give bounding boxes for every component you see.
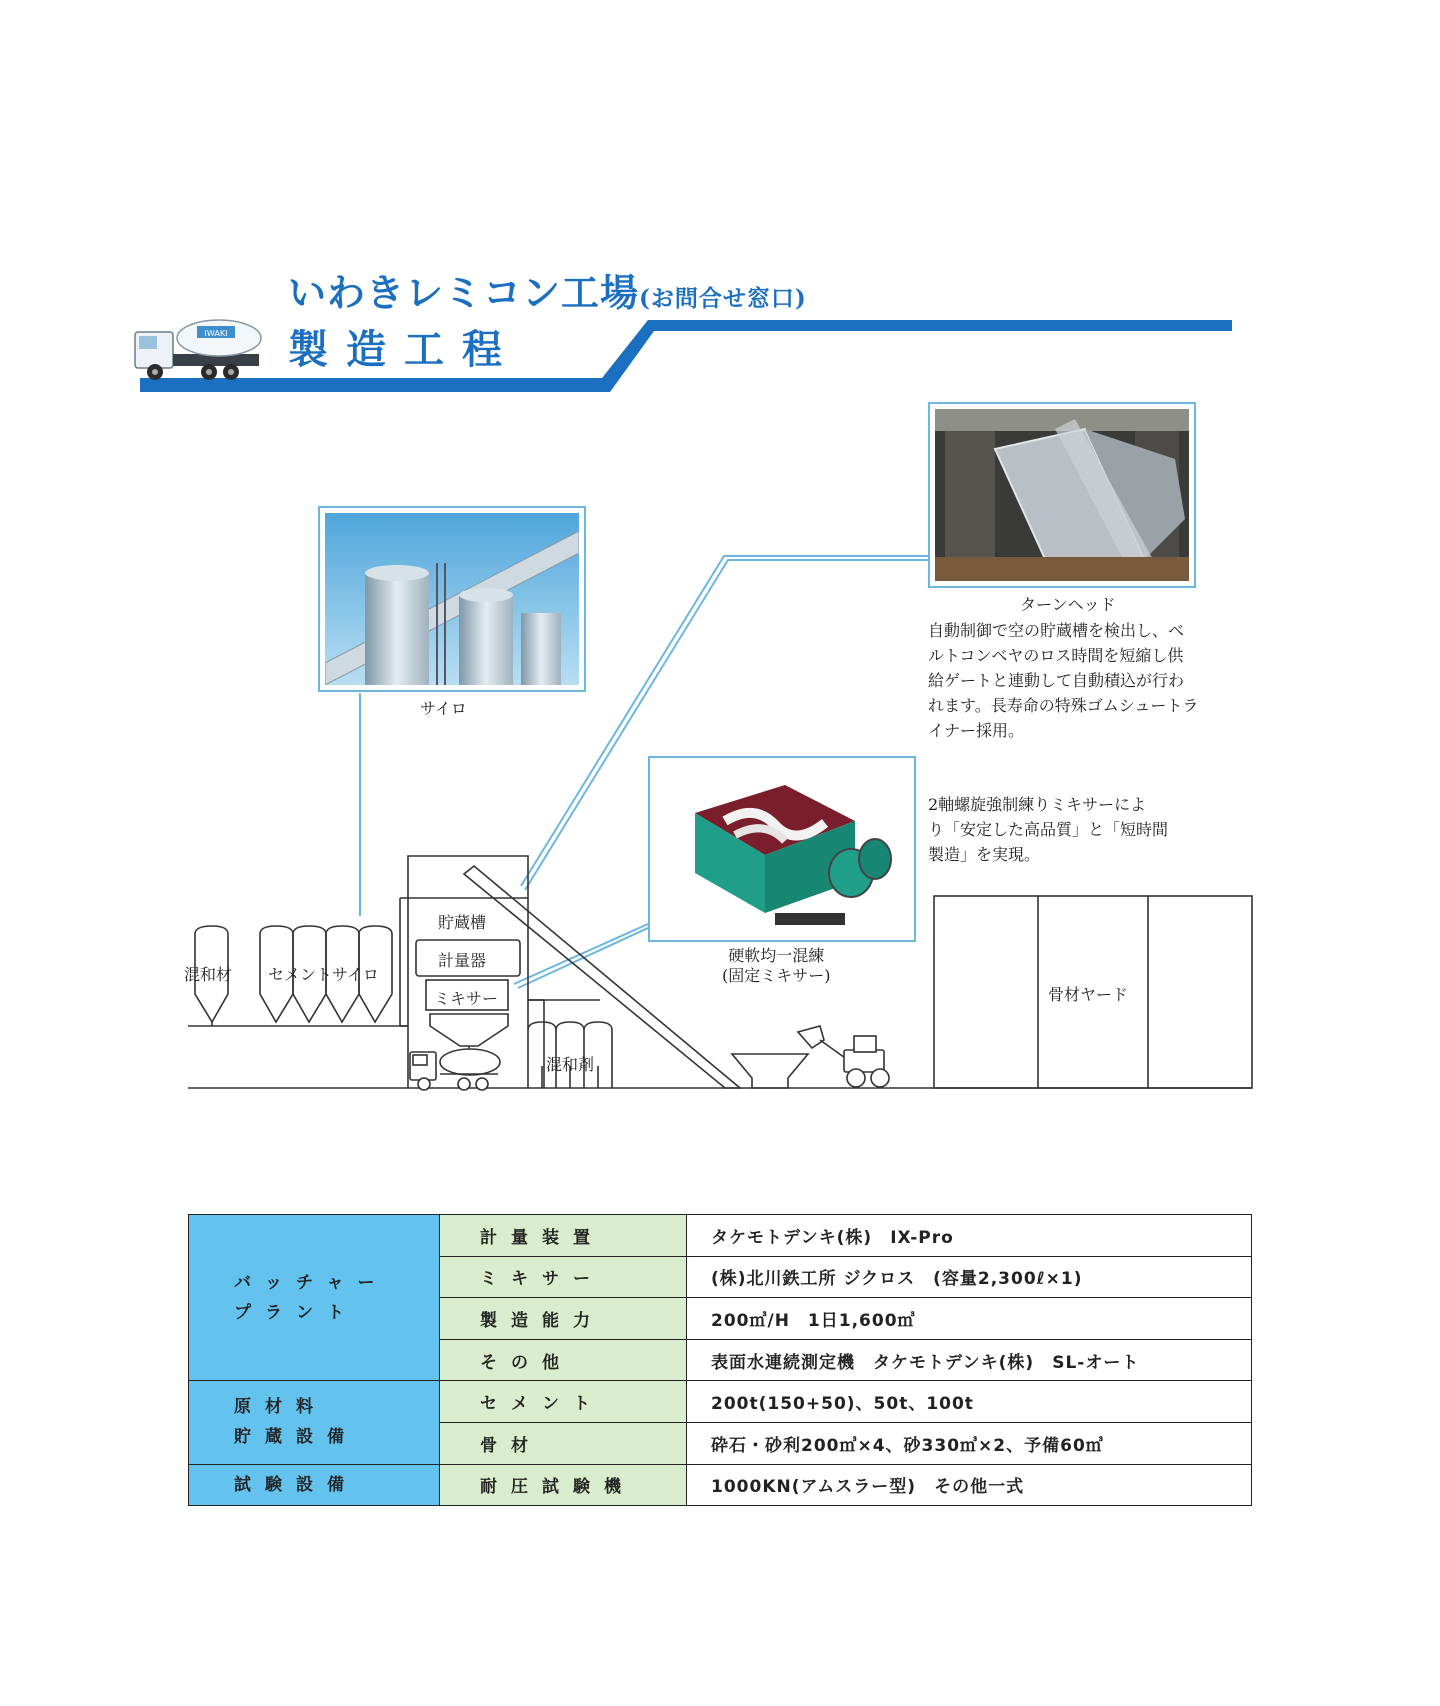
label-aggregate-yard: 骨材ヤード [1048, 985, 1129, 1004]
mixer-photo [648, 756, 916, 942]
mixer-photo-image [655, 763, 909, 935]
label-weigher: 計量器 [438, 951, 487, 970]
page-title-note: (お問合せ窓口) [639, 285, 807, 312]
receiving-hopper-shape [732, 1054, 808, 1088]
value-cell: 1000KN(アムスラー型) その他一式 [687, 1464, 1252, 1506]
turnhead-caption: ターンヘッド [1020, 595, 1116, 614]
wheel-loader-icon [798, 1026, 889, 1087]
value-cell: 表面水連続測定機 タケモトデンキ(株) SL-オート [687, 1339, 1252, 1381]
page-subtitle: 製造工程 [288, 326, 520, 373]
item-cell: 耐圧試験機 [440, 1464, 687, 1506]
table-row [189, 1215, 1252, 1257]
turnhead-description: 自動制御で空の貯蔵槽を検出し、ベ ルトコンベヤのロス時間を短縮し供 給ゲートと連動して自動積込が行わ れます。長寿命の特殊ゴムシュートラ イナー採用。 [928, 621, 1199, 740]
mixer-description: 2軸螺旋強制練りミキサーによ り「安定した高品質」と「短時間 製造」を実現。 [928, 795, 1169, 864]
value-cell: 200t(150+50)、50t、100t [687, 1381, 1252, 1423]
label-mixer: ミキサー [434, 989, 499, 1008]
mixer-caption: 硬軟均一混練 (固定ミキサー) [722, 946, 831, 985]
category-test-equipment: 試験設備 [189, 1464, 440, 1506]
value-cell: 砕石・砂利200㎥×4、砂330㎥×2、予備60㎥ [687, 1422, 1252, 1464]
turnhead-photo [928, 402, 1196, 588]
category-raw-material-storage: 原材料 貯蔵設備 [189, 1381, 440, 1464]
item-cell: その他 [440, 1339, 687, 1381]
spec-table [188, 1214, 1252, 1506]
label-cement-silo: セメントサイロ [268, 965, 379, 984]
hopper-shape [430, 1014, 508, 1046]
table-row [189, 1464, 1252, 1506]
item-cell: 製造能力 [440, 1298, 687, 1340]
page-title-text: いわきレミコン工場 [288, 270, 640, 315]
label-admixture-material: 混和材 [184, 965, 233, 984]
mixer-truck-icon [410, 1049, 500, 1090]
label-storage-tank: 貯蔵槽 [438, 913, 487, 932]
item-cell: 骨材 [440, 1422, 687, 1464]
silo-caption: サイロ [420, 699, 467, 718]
table-row [189, 1381, 1252, 1423]
turnhead-photo-image [935, 409, 1189, 581]
category-batcher-plant: バッチャー プラント [189, 1215, 440, 1381]
value-cell: (株)北川鉄工所 ジクロス (容量2,300ℓ×1) [687, 1256, 1252, 1298]
item-cell: セメント [440, 1381, 687, 1423]
svg-text:IWAKI: IWAKI [204, 329, 228, 338]
item-cell: 計量装置 [440, 1215, 687, 1257]
silo-photo-image [325, 513, 579, 685]
label-admixture-agent: 混和剤 [546, 1055, 595, 1074]
value-cell: タケモトデンキ(株) IX-Pro [687, 1215, 1252, 1257]
silo-photo [318, 506, 586, 692]
item-cell: ミキサー [440, 1256, 687, 1298]
value-cell: 200㎥/H 1日1,600㎥ [687, 1298, 1252, 1340]
